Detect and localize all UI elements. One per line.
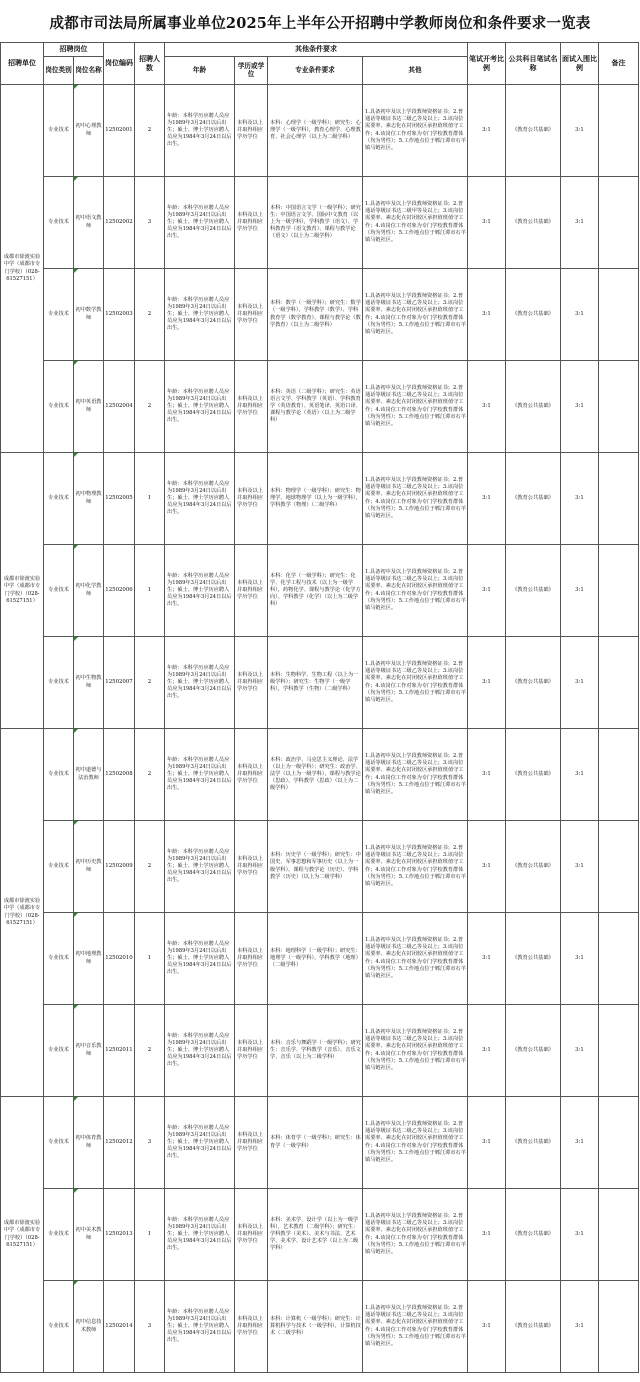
table-row — [1, 1005, 639, 1097]
ratio-cell: 3:1 — [468, 913, 506, 1005]
post-type-cell: 专业技术 — [44, 453, 74, 545]
count-cell: 2 — [135, 637, 165, 729]
recruitment-table — [0, 42, 639, 1373]
major-cell: 本科：英语（二级学科）；研究生：英语语言文学、学科教学（英语）、学科教育学（英语教育）、英语笔译、英语口译、课程与教学论（英语）（以上为二级学科） — [268, 361, 363, 453]
other-cell: 1.具备初中及以上学段教师资格证书；2.普通话等级证书达二级乙等及以上；3.该岗位需要率、素志化在封闭校区承担值班值守工作；4.该岗位工作对象为专门学校教育群体（均为男性）；5.工作地点位于郫江谭市石羊镇马链社区。 — [363, 821, 468, 913]
count-cell: 1 — [135, 1189, 165, 1281]
remark-cell — [599, 729, 639, 821]
unit-cell: 成都市徐渡实验中学（成都市专门学校）（028-61527151） — [1, 729, 44, 1097]
count-cell: 2 — [135, 1005, 165, 1097]
other-cell: 1.具备初中及以上学段教师资格证书；2.普通话等级证书达二级乙等及以上；3.该岗位需要率、素志化在封闭校区承担值班值守工作；4.该岗位工作对象为专门学校教育群体（均为男性）；5.工作地点位于郫江谭市石羊镇马链社区。 — [363, 269, 468, 361]
age-cell: 年龄：本科学历应聘人员应为1989年3月24日以后出生；硕士、博士学历应聘人员应为1984年3月24日以后出生。 — [165, 1097, 235, 1189]
remark-cell — [599, 1189, 639, 1281]
interview-cell: 3:1 — [561, 361, 599, 453]
count-cell: 2 — [135, 729, 165, 821]
count-cell: 2 — [135, 85, 165, 177]
post-code-cell: 12502014 — [104, 1281, 135, 1373]
major-cell: 本科：心理学（一级学科）；研究生：心理学（一级学科），教育心理学、心理教育、社会心理学（以上为二级学科） — [268, 85, 363, 177]
age-cell: 年龄：本科学历应聘人员应为1989年3月24日以后出生；硕士、博士学历应聘人员应为1984年3月24日以后出生。 — [165, 1189, 235, 1281]
degree-cell: 本科及以上并取得相应学历学位 — [235, 821, 268, 913]
post-type-cell: 专业技术 — [44, 85, 74, 177]
remark-cell — [599, 545, 639, 637]
header-row-top — [1, 43, 639, 57]
post-name-cell: 初中美术教师 — [74, 1189, 104, 1281]
degree-cell: 本科及以上并取得相应学历学位 — [235, 1097, 268, 1189]
header-other: 其他 — [363, 57, 468, 85]
degree-cell: 本科及以上并取得相应学历学位 — [235, 1189, 268, 1281]
subject-cell: 《教育公共基础》 — [506, 1281, 561, 1373]
remark-cell — [599, 1005, 639, 1097]
unit-cell: 成都市徐渡实验中学（成都市专门学校）（028-61527151） — [1, 85, 44, 453]
major-cell: 本科：计算机（一级学科）；研究生：计算机科学与技术（一级学科），计算机技术（二级学科） — [268, 1281, 363, 1373]
subject-cell: 《教育公共基础》 — [506, 177, 561, 269]
post-code-cell: 12502003 — [104, 269, 135, 361]
post-name-cell: 初中道德与法治教师 — [74, 729, 104, 821]
other-cell: 1.具备初中及以上学段教师资格证书；2.普通话等级证书达二级乙等及以上；3.该岗位需要率、素志化在封闭校区承担值班值守工作；4.该岗位工作对象为专门学校教育群体（均为男性）；5.工作地点位于郫江谭市石羊镇马链社区。 — [363, 1281, 468, 1373]
post-code-cell: 12502005 — [104, 453, 135, 545]
table-row — [1, 453, 639, 545]
subject-cell: 《教育公共基础》 — [506, 1005, 561, 1097]
degree-cell: 本科及以上并取得相应学历学位 — [235, 85, 268, 177]
remark-cell — [599, 361, 639, 453]
header-major: 专业条件要求 — [268, 57, 363, 85]
other-cell: 1.具备初中及以上学段教师资格证书；2.普通话等级证书达二级乙等及以上；3.该岗位需要率、素志化在封闭校区承担值班值守工作；4.该岗位工作对象为专门学校教育群体（均为男性）；5.工作地点位于郫江谭市石羊镇马链社区。 — [363, 1005, 468, 1097]
header-post-code: 岗位编码 — [104, 43, 135, 85]
other-cell: 1.具备初中及以上学段教师资格证书；2.普通话等级证书达二级乙等及以上；3.该岗位需要率、素志化在封闭校区承担值班值守工作；4.该岗位工作对象为专门学校教育群体（均为男性）；5.工作地点位于郫江谭市石羊镇马链社区。 — [363, 545, 468, 637]
table-row — [1, 1281, 639, 1373]
ratio-cell: 3:1 — [468, 1097, 506, 1189]
post-type-cell: 专业技术 — [44, 361, 74, 453]
degree-cell: 本科及以上并取得相应学历学位 — [235, 269, 268, 361]
other-cell: 1.具备初中及以上学段教师资格证书；2.普通话等级证书达二级乙等及以上；3.该岗位需要率、素志化在封闭校区承担值班值守工作；4.该岗位工作对象为专门学校教育群体（均为男性）；5.工作地点位于郫江谭市石羊镇马链社区。 — [363, 1189, 468, 1281]
degree-cell: 本科及以上并取得相应学历学位 — [235, 361, 268, 453]
age-cell: 年龄：本科学历应聘人员应为1989年3月24日以后出生；硕士、博士学历应聘人员应为1984年3月24日以后出生。 — [165, 1005, 235, 1097]
post-type-cell: 专业技术 — [44, 1005, 74, 1097]
post-code-cell: 12502006 — [104, 545, 135, 637]
table-row — [1, 1097, 639, 1189]
interview-cell: 3:1 — [561, 729, 599, 821]
subject-cell: 《教育公共基础》 — [506, 361, 561, 453]
remark-cell — [599, 453, 639, 545]
post-name-cell: 初中生物教师 — [74, 637, 104, 729]
degree-cell: 本科及以上并取得相应学历学位 — [235, 729, 268, 821]
table-row — [1, 85, 639, 177]
post-code-cell: 12502012 — [104, 1097, 135, 1189]
remark-cell — [599, 913, 639, 1005]
table-row — [1, 1189, 639, 1281]
subject-cell: 《教育公共基础》 — [506, 85, 561, 177]
subject-cell: 《教育公共基础》 — [506, 913, 561, 1005]
ratio-cell: 3:1 — [468, 821, 506, 913]
count-cell: 3 — [135, 1097, 165, 1189]
ratio-cell: 3:1 — [468, 1189, 506, 1281]
table-row — [1, 729, 639, 821]
header-count: 招聘人数 — [135, 43, 165, 85]
subject-cell: 《教育公共基础》 — [506, 729, 561, 821]
interview-cell: 3:1 — [561, 269, 599, 361]
major-cell: 本科：物理学（一级学科）；研究生：物理学、地球物理学（以上为一级学科），学科教学（物理）（二级学科） — [268, 453, 363, 545]
post-code-cell: 12502013 — [104, 1189, 135, 1281]
major-cell: 本科：美术学、设计学（以上为一级学科），艺术教育（二级学科）；研究生：学科教学（美术）、美术与书法、艺术学、美术学、设计艺术学（以上为二级学科） — [268, 1189, 363, 1281]
interview-cell: 3:1 — [561, 1189, 599, 1281]
post-name-cell: 初中语文教师 — [74, 177, 104, 269]
subject-cell: 《教育公共基础》 — [506, 453, 561, 545]
table-row — [1, 821, 639, 913]
post-name-cell: 初中物理教师 — [74, 453, 104, 545]
age-cell: 年龄：本科学历应聘人员应为1989年3月24日以后出生；硕士、博士学历应聘人员应为1984年3月24日以后出生。 — [165, 913, 235, 1005]
age-cell: 年龄：本科学历应聘人员应为1989年3月24日以后出生；硕士、博士学历应聘人员应为1984年3月24日以后出生。 — [165, 85, 235, 177]
ratio-cell: 3:1 — [468, 545, 506, 637]
remark-cell — [599, 1097, 639, 1189]
remark-cell — [599, 637, 639, 729]
interview-cell: 3:1 — [561, 545, 599, 637]
post-code-cell: 12502011 — [104, 1005, 135, 1097]
major-cell: 本科：生物科学、生物工程（以上为一级学科）；研究生：生物学（一级学科），学科教学（生物）（二级学科） — [268, 637, 363, 729]
post-code-cell: 12502008 — [104, 729, 135, 821]
post-type-cell: 专业技术 — [44, 913, 74, 1005]
post-code-cell: 12502001 — [104, 85, 135, 177]
post-type-cell: 专业技术 — [44, 637, 74, 729]
ratio-cell: 3:1 — [468, 177, 506, 269]
interview-cell: 3:1 — [561, 1005, 599, 1097]
subject-cell: 《教育公共基础》 — [506, 821, 561, 913]
subject-cell: 《教育公共基础》 — [506, 1189, 561, 1281]
ratio-cell: 3:1 — [468, 361, 506, 453]
ratio-cell: 3:1 — [468, 453, 506, 545]
other-cell: 1.具备初中及以上学段教师资格证书；2.普通话等级证书达二级乙等及以上；3.该岗位需要率、素志化在封闭校区承担值班值守工作；4.该岗位工作对象为专门学校教育群体（均为男性）；5.工作地点位于郫江谭市石羊镇马链社区。 — [363, 913, 468, 1005]
count-cell: 3 — [135, 1281, 165, 1373]
other-cell: 1.具备初中及以上学段教师资格证书；2.普通话等级证书达二级乙等及以上；3.该岗位需要率、素志化在封闭校区承担值班值守工作；4.该岗位工作对象为专门学校教育群体（均为男性）；5.工作地点位于郫江谭市石羊镇马链社区。 — [363, 453, 468, 545]
degree-cell: 本科及以上并取得相应学历学位 — [235, 453, 268, 545]
post-code-cell: 12502009 — [104, 821, 135, 913]
header-other-group: 其他条件要求 — [165, 43, 468, 57]
post-name-cell: 初中英语教师 — [74, 361, 104, 453]
degree-cell: 本科及以上并取得相应学历学位 — [235, 545, 268, 637]
age-cell: 年龄：本科学历应聘人员应为1989年3月24日以后出生；硕士、博士学历应聘人员应为1984年3月24日以后出生。 — [165, 453, 235, 545]
header-degree: 学历或学位 — [235, 57, 268, 85]
interview-cell: 3:1 — [561, 85, 599, 177]
remark-cell — [599, 85, 639, 177]
header-post-group: 招聘岗位 — [44, 43, 104, 57]
ratio-cell: 3:1 — [468, 85, 506, 177]
count-cell: 1 — [135, 545, 165, 637]
age-cell: 年龄：本科学历应聘人员应为1989年3月24日以后出生；硕士、博士学历应聘人员应为1984年3月24日以后出生。 — [165, 637, 235, 729]
post-name-cell: 初中历史教师 — [74, 821, 104, 913]
interview-cell: 3:1 — [561, 1097, 599, 1189]
ratio-cell: 3:1 — [468, 269, 506, 361]
table-body — [1, 85, 639, 1373]
header-ratio: 笔试开考比例 — [468, 43, 506, 85]
post-name-cell: 初中音乐教师 — [74, 1005, 104, 1097]
age-cell: 年龄：本科学历应聘人员应为1989年3月24日以后出生；硕士、博士学历应聘人员应为1984年3月24日以后出生。 — [165, 821, 235, 913]
count-cell: 2 — [135, 269, 165, 361]
table-row — [1, 177, 639, 269]
age-cell: 年龄：本科学历应聘人员应为1989年3月24日以后出生；硕士、博士学历应聘人员应为1984年3月24日以后出生。 — [165, 361, 235, 453]
table-row — [1, 637, 639, 729]
post-code-cell: 12502007 — [104, 637, 135, 729]
other-cell: 1.具备初中及以上学段教师资格证书；2.普通话等级证书达二级乙等及以上；3.该岗位需要率、素志化在封闭校区承担值班值守工作；4.该岗位工作对象为专门学校教育群体（均为男性）；5.工作地点位于郫江谭市石羊镇马链社区。 — [363, 729, 468, 821]
page-title: 成都市司法局所属事业单位2025年上半年公开招聘中学教师岗位和条件要求一览表 — [49, 15, 591, 32]
post-name-cell: 初中心理教师 — [74, 85, 104, 177]
remark-cell — [599, 821, 639, 913]
other-cell: 1.具备初中及以上学段教师资格证书；2.普通话等级证书达二级乙等及以上；3.该岗位需要率、素志化在封闭校区承担值班值守工作；4.该岗位工作对象为专门学校教育群体（均为男性）；5.工作地点位于郫江谭市石羊镇马链社区。 — [363, 361, 468, 453]
table-row — [1, 545, 639, 637]
header-age: 年龄 — [165, 57, 235, 85]
major-cell: 本科：体育学（一级学科）；研究生：体育学（一级学科） — [268, 1097, 363, 1189]
interview-cell: 3:1 — [561, 1281, 599, 1373]
post-type-cell: 专业技术 — [44, 177, 74, 269]
header-interview: 面试入围比例 — [561, 43, 599, 85]
age-cell: 年龄：本科学历应聘人员应为1989年3月24日以后出生；硕士、博士学历应聘人员应为1984年3月24日以后出生。 — [165, 1281, 235, 1373]
interview-cell: 3:1 — [561, 177, 599, 269]
degree-cell: 本科及以上并取得相应学历学位 — [235, 1281, 268, 1373]
post-name-cell: 初中数学教师 — [74, 269, 104, 361]
ratio-cell: 3:1 — [468, 1005, 506, 1097]
post-type-cell: 专业技术 — [44, 1097, 74, 1189]
subject-cell: 《教育公共基础》 — [506, 637, 561, 729]
post-code-cell: 12502004 — [104, 361, 135, 453]
count-cell: 2 — [135, 821, 165, 913]
subject-cell: 《教育公共基础》 — [506, 269, 561, 361]
post-name-cell: 初中信息技术教师 — [74, 1281, 104, 1373]
age-cell: 年龄：本科学历应聘人员应为1989年3月24日以后出生；硕士、博士学历应聘人员应为1984年3月24日以后出生。 — [165, 177, 235, 269]
table-row — [1, 269, 639, 361]
degree-cell: 本科及以上并取得相应学历学位 — [235, 1005, 268, 1097]
count-cell: 1 — [135, 453, 165, 545]
other-cell: 1.具备初中及以上学段教师资格证书；2.普通话等级证书达二级乙等及以上；3.该岗位需要率、素志化在封闭校区承担值班值守工作；4.该岗位工作对象为专门学校教育群体（均为男性）；5.工作地点位于郫江谭市石羊镇马链社区。 — [363, 1097, 468, 1189]
remark-cell — [599, 269, 639, 361]
count-cell: 1 — [135, 913, 165, 1005]
header-subject: 公共科目笔试名称 — [506, 43, 561, 85]
subject-cell: 《教育公共基础》 — [506, 1097, 561, 1189]
interview-cell: 3:1 — [561, 637, 599, 729]
major-cell: 本科：历史学（一级学科）；研究生：中国史、军事思想和军事历史（以上为一级学科），课程与教学论（历史）、学科教学（历史）（以上为二级学科） — [268, 821, 363, 913]
post-type-cell: 专业技术 — [44, 1189, 74, 1281]
post-name-cell: 初中体育教师 — [74, 1097, 104, 1189]
count-cell: 2 — [135, 361, 165, 453]
age-cell: 年龄：本科学历应聘人员应为1989年3月24日以后出生；硕士、博士学历应聘人员应为1984年3月24日以后出生。 — [165, 545, 235, 637]
post-name-cell: 初中地理教师 — [74, 913, 104, 1005]
unit-cell: 成都市徐渡实验中学（成都市专门学校）（028-61527151） — [1, 1097, 44, 1373]
table-row — [1, 913, 639, 1005]
degree-cell: 本科及以上并取得相应学历学位 — [235, 637, 268, 729]
other-cell: 1.具备初中及以上学段教师资格证书；2.普通话等级证书达二级乙等及以上；3.该岗位需要率、素志化在封闭校区承担值班值守工作；4.该岗位工作对象为专门学校教育群体（均为男性）；5.工作地点位于郫江谭市石羊镇马链社区。 — [363, 637, 468, 729]
major-cell: 本科：化学（一级学科）；研究生：化学、化学工程与技术（以上为一级学科），药物化学、课程与教学论（化学方向）、学科教学（化学）（以上为二级学科） — [268, 545, 363, 637]
post-code-cell: 12502010 — [104, 913, 135, 1005]
header-unit: 招聘单位 — [1, 43, 44, 85]
header-post-type: 岗位类别 — [44, 57, 74, 85]
post-type-cell: 专业技术 — [44, 729, 74, 821]
remark-cell — [599, 177, 639, 269]
age-cell: 年龄：本科学历应聘人员应为1989年3月24日以后出生；硕士、博士学历应聘人员应为1984年3月24日以后出生。 — [165, 269, 235, 361]
degree-cell: 本科及以上并取得相应学历学位 — [235, 913, 268, 1005]
age-cell: 年龄：本科学历应聘人员应为1989年3月24日以后出生；硕士、博士学历应聘人员应为1984年3月24日以后出生。 — [165, 729, 235, 821]
major-cell: 本科：音乐与舞蹈学（一级学科）；研究生：音乐学、学科教学（音乐）、音乐文学、音乐（以上为二级学科） — [268, 1005, 363, 1097]
degree-cell: 本科及以上并取得相应学历学位 — [235, 177, 268, 269]
major-cell: 本科：地理科学（一级学科）；研究生：地理学（一级学科），学科教学（地理）（二级学科） — [268, 913, 363, 1005]
table-row — [1, 361, 639, 453]
post-name-cell: 初中化学教师 — [74, 545, 104, 637]
subject-cell: 《教育公共基础》 — [506, 545, 561, 637]
post-type-cell: 专业技术 — [44, 269, 74, 361]
post-type-cell: 专业技术 — [44, 545, 74, 637]
post-type-cell: 专业技术 — [44, 821, 74, 913]
post-code-cell: 12502002 — [104, 177, 135, 269]
major-cell: 本科：政治学、马克思主义理论、法学（以上为一级学科）；研究生：政治学、法学（以上为一级学科），课程与教学论（思政）、学科教学（思政）（以上为二级学科） — [268, 729, 363, 821]
ratio-cell: 3:1 — [468, 637, 506, 729]
count-cell: 3 — [135, 177, 165, 269]
interview-cell: 3:1 — [561, 913, 599, 1005]
header-post-name: 岗位名称 — [74, 57, 104, 85]
unit-cell: 成都市徐渡实验中学（成都市专门学校）（028-61527151） — [1, 453, 44, 729]
other-cell: 1.具备初中及以上学段教师资格证书；2.普通话等级证书达二级甲等及以上；3.该岗位需要率、素志化在封闭校区承担值班值守工作；4.该岗位工作对象为专门学校教育群体（均为男性）；5.工作地点位于郫江谭市石羊镇马链社区。 — [363, 177, 468, 269]
ratio-cell: 3:1 — [468, 1281, 506, 1373]
remark-cell — [599, 1281, 639, 1373]
major-cell: 本科：中国语言文学（一级学科）；研究生：中国语言文学、国际中文教育（以上为一级学科），学科教学（语文）、学科教育学（语文教育）、课程与教学论（语文）（以上为二级学科） — [268, 177, 363, 269]
interview-cell: 3:1 — [561, 821, 599, 913]
post-type-cell: 专业技术 — [44, 1281, 74, 1373]
header-remark: 备注 — [599, 43, 639, 85]
ratio-cell: 3:1 — [468, 729, 506, 821]
major-cell: 本科：数学（一级学科）；研究生：数学（一级学科），学科教学（数学）、学科教育学（数学教育）、课程与教学论（数学教育）（以上为二级学科） — [268, 269, 363, 361]
interview-cell: 3:1 — [561, 453, 599, 545]
other-cell: 1.具备初中及以上学段教师资格证书；2.普通话等级证书达二级乙等及以上；3.该岗位需要率、素志化在封闭校区承担值班值守工作；4.该岗位工作对象为专门学校教育群体（均为男性）；5.工作地点位于郫江谭市石羊镇马链社区。 — [363, 85, 468, 177]
